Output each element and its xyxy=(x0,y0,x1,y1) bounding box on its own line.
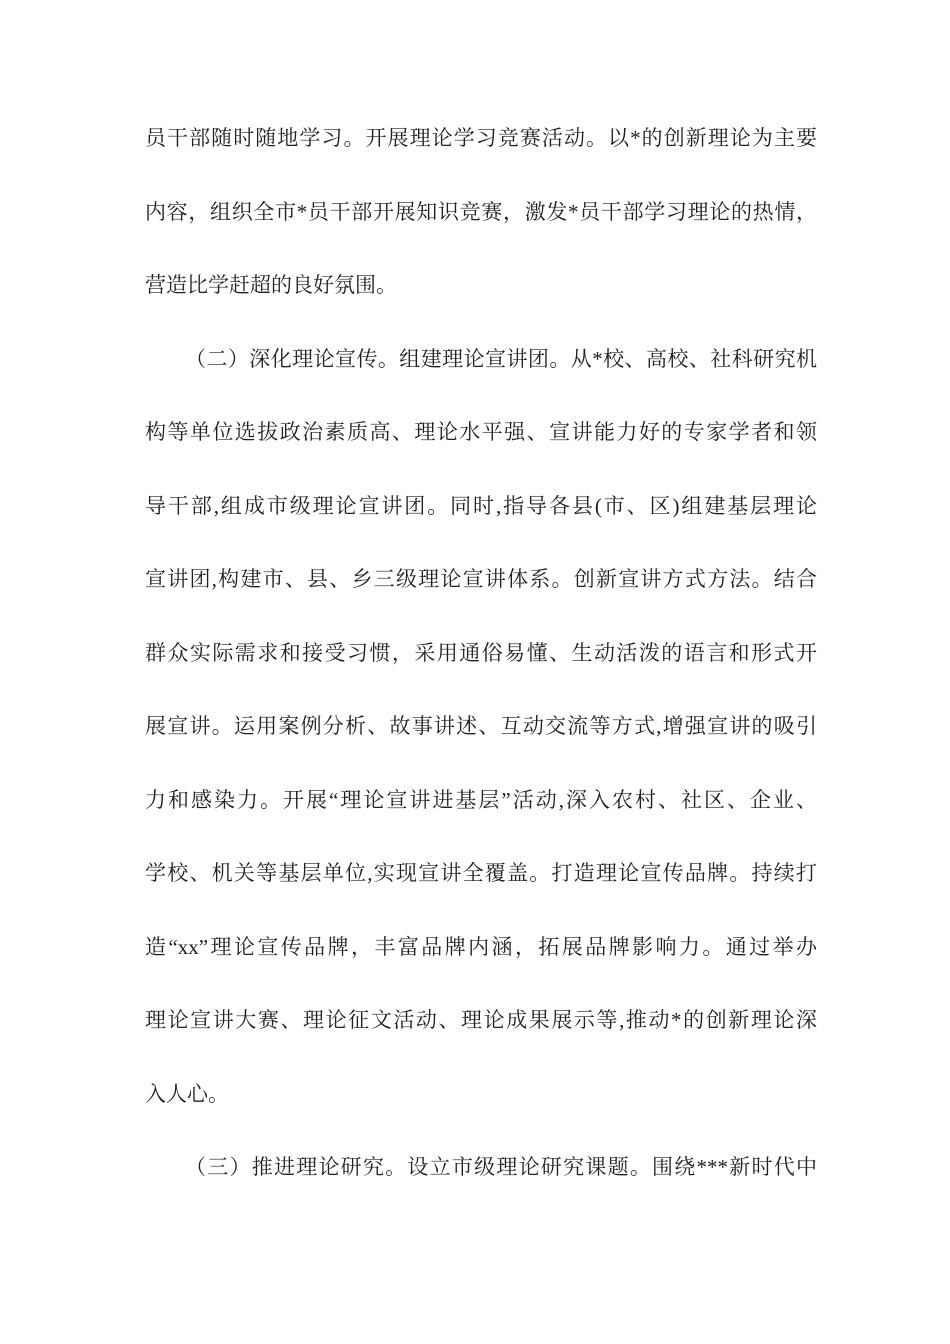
text-line: 力和感染力。开展“理论宣讲进基层”活动,深入农村、社区、企业、 xyxy=(145,787,817,812)
text-line: （三）推进理论研究。设立市级理论研究课题。围绕***新时代中 xyxy=(185,1155,817,1179)
paragraph-1-continuation xyxy=(145,102,817,323)
text-line: 营造比学赶超的良好氛围。 xyxy=(145,273,397,297)
text-line: 理论宣讲大赛、理论征文活动、理论成果展示等,推动*的创新理论深 xyxy=(145,1008,817,1032)
text-line: （二）深化理论宣传。组建理论宣讲团。从*校、高校、社科研究机 xyxy=(185,346,817,371)
text-line: 造“xx”理论宣传品牌，丰富品牌内涵，拓展品牌影响力。通过举办 xyxy=(145,934,817,959)
document-text-block xyxy=(145,102,817,1205)
text-line: 入人心。 xyxy=(145,1081,229,1106)
text-line: 内容，组织全市*员干部开展知识竞赛，激发*员干部学习理论的热情， xyxy=(145,199,817,224)
text-line: 群众实际需求和接受习惯，采用通俗易懂、生动活泼的语言和形式开 xyxy=(145,640,817,665)
text-line: 导干部,组成市级理论宣讲团。同时,指导各县(市、区)组建基层理论 xyxy=(145,493,817,518)
text-line: 员干部随时随地学习。开展理论学习竞赛活动。以*的创新理论为主要 xyxy=(145,126,817,150)
text-line: 宣讲团,构建市、县、乡三级理论宣讲体系。创新宣讲方式方法。结合 xyxy=(145,567,817,591)
text-line: 学校、机关等基层单位,实现宣讲全覆盖。打造理论宣传品牌。持续打 xyxy=(145,861,817,885)
paragraph-3-tuijin-lilun-yanjiu xyxy=(145,1131,817,1205)
paragraph-2-shenhua-lilun-xuanchuan xyxy=(145,323,817,1132)
text-line: 展宣讲。运用案例分析、故事讲述、互动交流等方式,增强宣讲的吸引 xyxy=(145,714,817,738)
text-line: 构等单位选拔政治素质高、理论水平强、宣讲能力好的专家学者和领 xyxy=(145,420,817,444)
